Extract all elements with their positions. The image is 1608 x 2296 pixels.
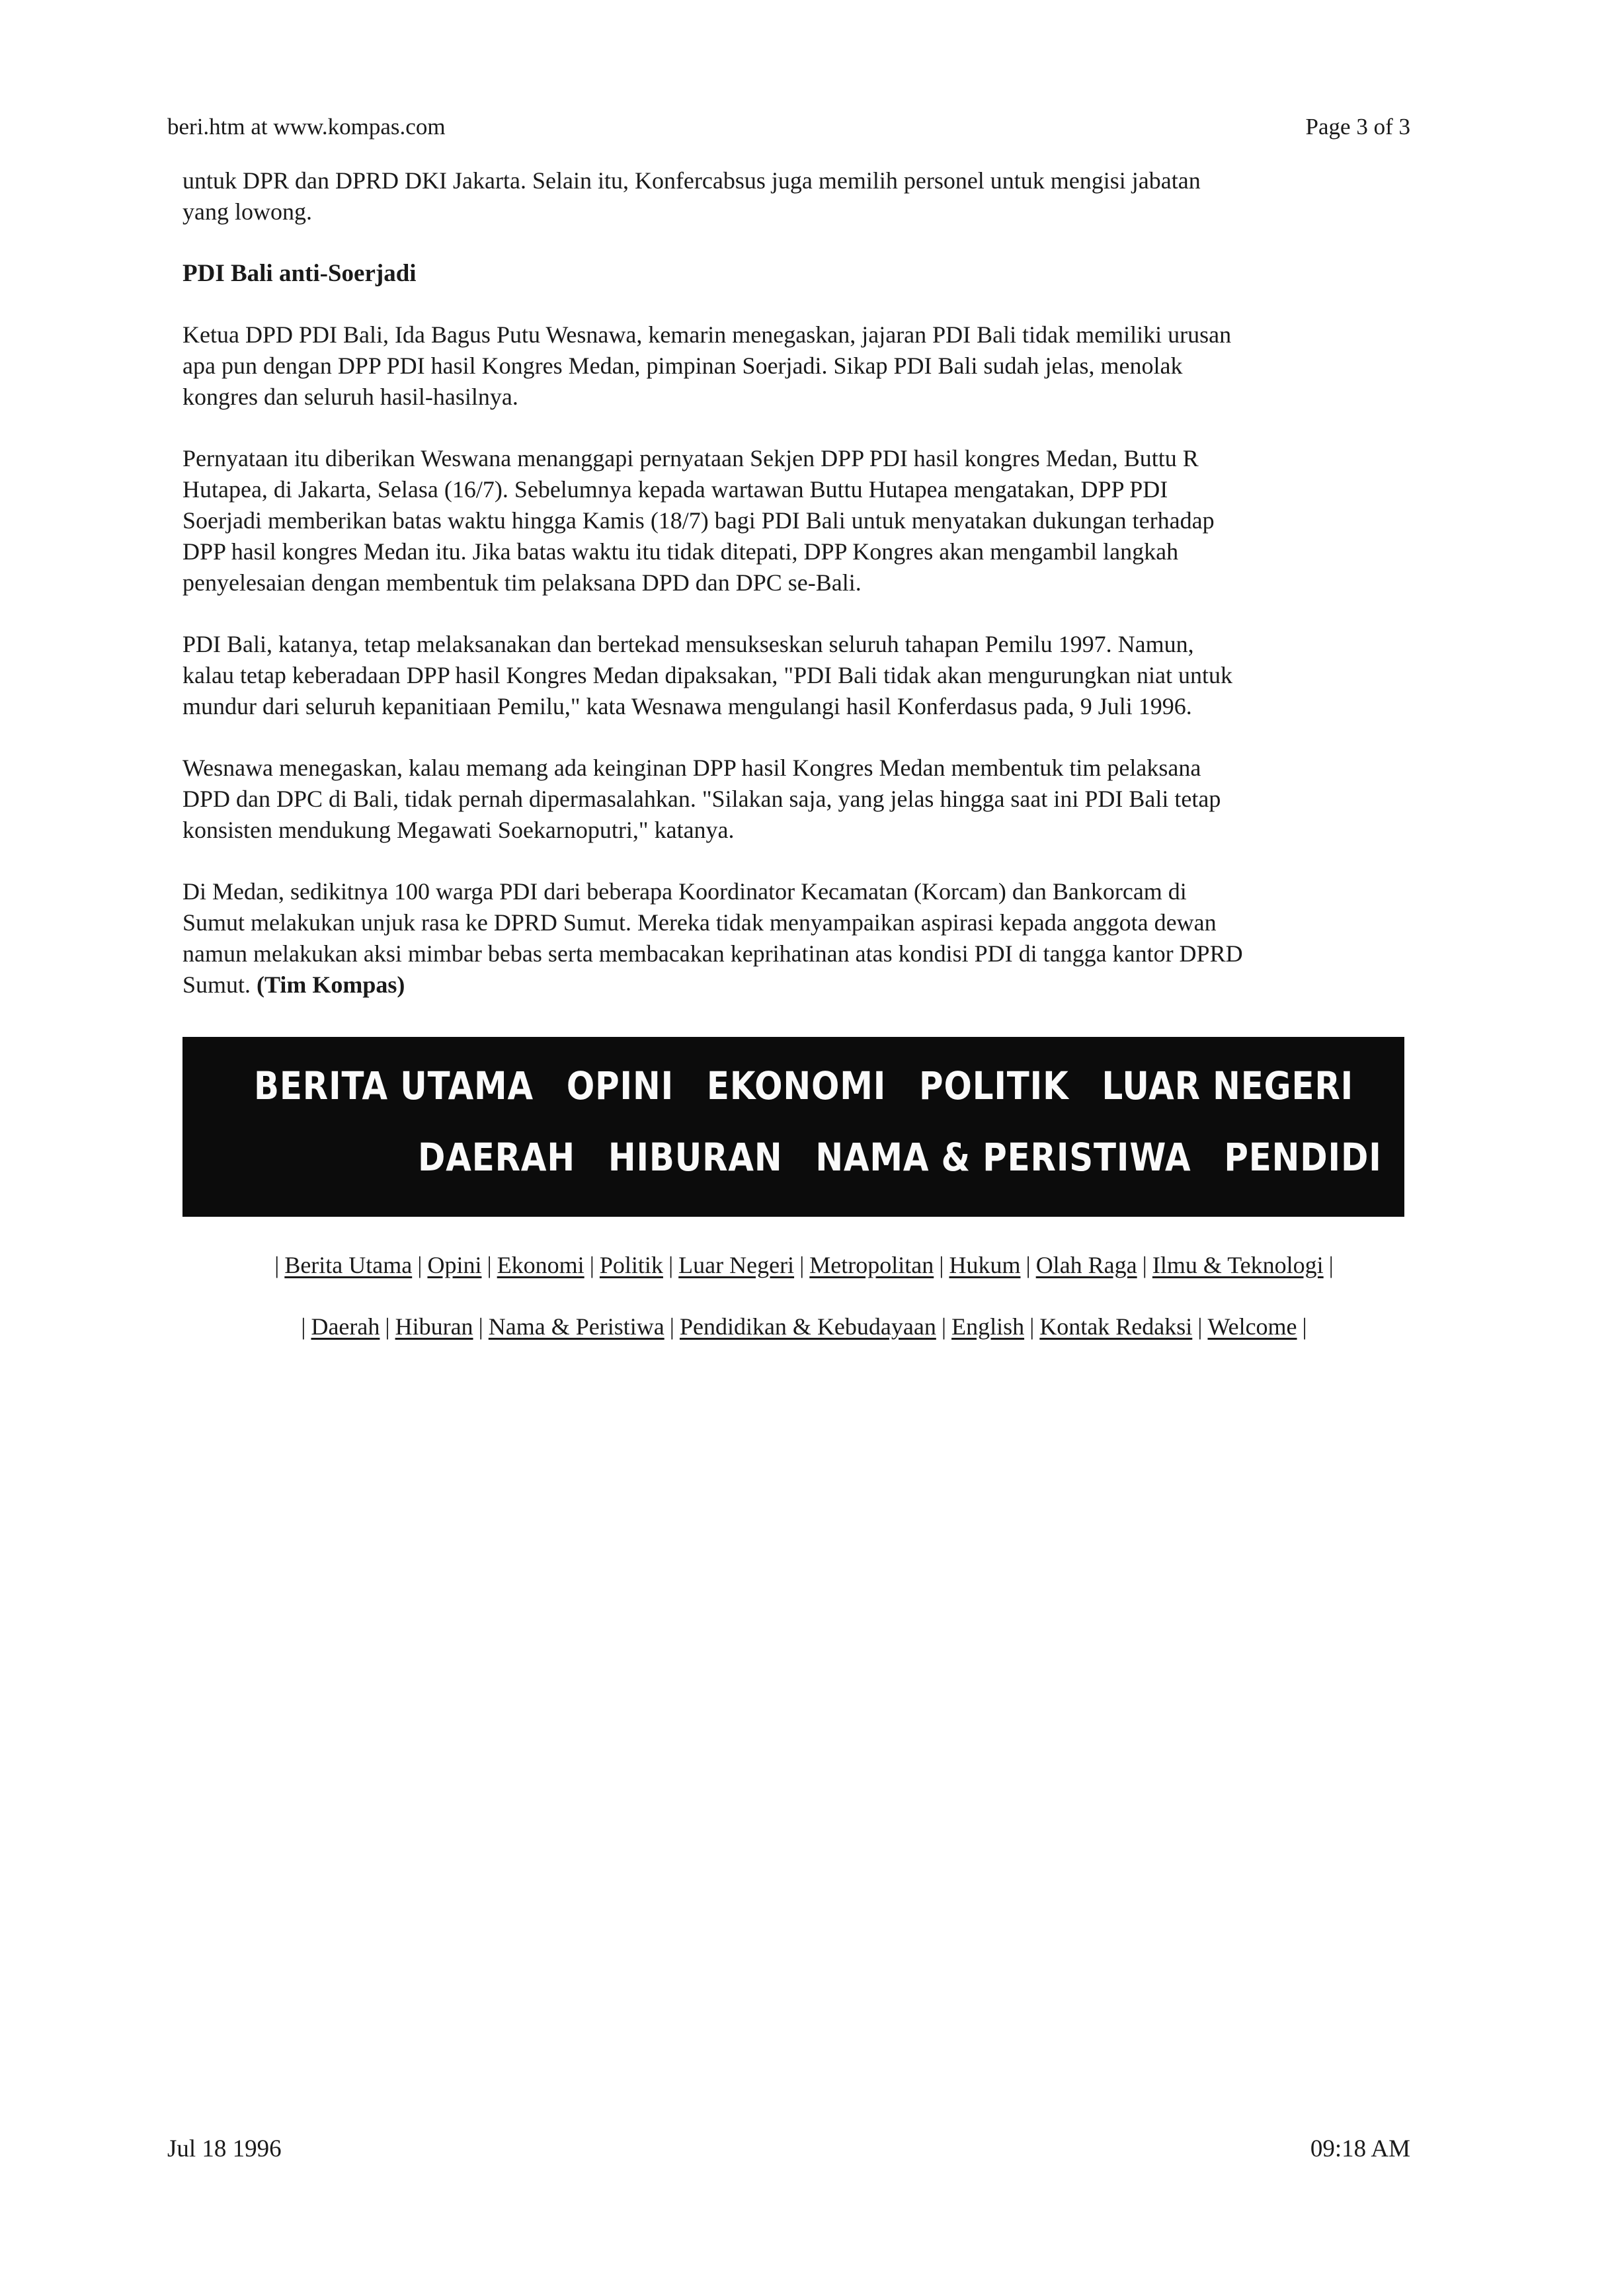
nav-link-hiburan[interactable]: Hiburan (395, 1313, 473, 1340)
nav-separator: | (301, 1313, 306, 1340)
banner-link-opini[interactable]: OPINI (566, 1063, 674, 1108)
nav-link-english[interactable]: English (951, 1313, 1025, 1340)
article-paragraph-last (182, 876, 1412, 1001)
banner-row-1 (254, 1063, 1387, 1108)
article-paragraph: Pernyataan itu diberikan Weswana menanggapi pernyataan Sekjen DPP PDI hasil kongres Medan, Buttu R Hutapea, di Jakarta, Selasa (16/7). Sebelumnya kepada wartawan Buttu Hutapea mengatakan, DPP PDI Soerjadi memberikan batas waktu hingga Kamis (18/7) bagi PDI Bali untuk menyatakan dukungan terhadap DPP hasil kongres Medan itu. Jika batas waktu itu tidak ditepati, DPP Kongres akan mengambil langkah penyelesaian dengan membentuk tim pelaksana DPD dan DPC se-Bali. (182, 445, 1215, 596)
nav-separator: | (1142, 1252, 1147, 1278)
banner-link-berita-utama[interactable]: BERITA UTAMA (254, 1063, 534, 1108)
nav-separator: | (941, 1313, 947, 1340)
nav-separator: | (417, 1252, 422, 1278)
nav-separator: | (1197, 1313, 1203, 1340)
banner-link-nama-peristiwa[interactable]: NAMA & PERISTIWA (815, 1135, 1191, 1180)
print-footer-date: Jul 18 1996 (167, 2135, 282, 2162)
nav-link-hukum[interactable]: Hukum (949, 1252, 1021, 1278)
article-paragraph: Wesnawa menegaskan, kalau memang ada keinginan DPP hasil Kongres Medan membentuk tim pelaksana DPD dan DPC di Bali, tidak pernah dipermasalahkan. "Silakan saja, yang jelas hingga saat ini PDI Bali tetap konsisten mendukung Megawati Soekarnoputri," katanya. (182, 755, 1221, 843)
section-heading: PDI Bali anti-Soerjadi (182, 260, 417, 287)
byline: (Tim Kompas) (257, 971, 405, 998)
nav-link-olah-raga[interactable]: Olah Raga (1035, 1252, 1137, 1278)
banner-link-ekonomi[interactable]: EKONOMI (706, 1063, 887, 1108)
article-body (182, 165, 1412, 1031)
nav-separator: | (1302, 1313, 1307, 1340)
nav-separator: | (668, 1252, 674, 1278)
banner-link-luar-negeri[interactable]: LUAR NEGERI (1102, 1063, 1354, 1108)
banner-link-pendidikan[interactable]: PENDIDI (1224, 1135, 1382, 1180)
section-banner-image[interactable] (182, 1037, 1404, 1217)
nav-link-luar-negeri[interactable]: Luar Negeri (678, 1252, 795, 1278)
nav-link-daerah[interactable]: Daerah (311, 1313, 380, 1340)
article-paragraph: PDI Bali, katanya, tetap melaksanakan dan bertekad mensukseskan seluruh tahapan Pemilu 1997. Namun, kalau tetap keberadaan DPP hasil Kongres Medan dipaksakan, "PDI Bali tidak akan mengurungkan niat untuk mundur dari seluruh kepanitiaan Pemilu," kata Wesnawa mengulangi hasil Konferdasus pada, 9 Juli 1996. (182, 631, 1232, 719)
nav-separator: | (669, 1313, 674, 1340)
article-paragraph-text: Di Medan, sedikitnya 100 warga PDI dari beberapa Koordinator Kecamatan (Korcam) dan Bankorcam di Sumut melakukan unjuk rasa ke DPRD Sumut. Mereka tidak menyampaikan aspirasi kepada anggota dewan namun melakukan aksi mimbar bebas serta membacakan keprihatinan atas kondisi PDI di tangga kantor DPRD Sumut. (182, 878, 1243, 998)
nav-separator: | (1029, 1313, 1035, 1340)
nav-link-metropolitan[interactable]: Metropolitan (809, 1252, 934, 1278)
banner-link-hiburan[interactable]: HIBURAN (608, 1135, 783, 1180)
nav-link-welcome[interactable]: Welcome (1207, 1313, 1297, 1340)
nav-separator: | (799, 1252, 805, 1278)
nav-separator: | (1328, 1252, 1334, 1278)
nav-link-ekonomi[interactable]: Ekonomi (497, 1252, 584, 1278)
nav-separator: | (385, 1313, 390, 1340)
nav-separator: | (487, 1252, 492, 1278)
nav-link-nama-peristiwa[interactable]: Nama & Peristiwa (488, 1313, 664, 1340)
article-paragraph: untuk DPR dan DPRD DKI Jakarta. Selain itu, Konfercabsus juga memilih personel untuk mengisi jabatan yang lowong. (182, 167, 1201, 225)
nav-separator: | (1025, 1252, 1031, 1278)
text-nav-row-1 (0, 1251, 1608, 1279)
banner-row-2 (418, 1135, 1404, 1180)
article-paragraph: Ketua DPD PDI Bali, Ida Bagus Putu Wesnawa, kemarin menegaskan, jajaran PDI Bali tidak memiliki urusan apa pun dengan DPP PDI hasil Kongres Medan, pimpinan Soerjadi. Sikap PDI Bali sudah jelas, menolak kongres dan seluruh hasil-hasilnya. (182, 321, 1232, 410)
nav-link-opini[interactable]: Opini (427, 1252, 482, 1278)
banner-link-politik[interactable]: POLITIK (919, 1063, 1069, 1108)
nav-link-berita-utama[interactable]: Berita Utama (284, 1252, 413, 1278)
print-header-source: beri.htm at www.kompas.com (167, 114, 446, 140)
nav-link-pendidikan-kebudayaan[interactable]: Pendidikan & Kebudayaan (679, 1313, 936, 1340)
nav-separator: | (939, 1252, 944, 1278)
nav-separator: | (274, 1252, 280, 1278)
nav-link-politik[interactable]: Politik (599, 1252, 663, 1278)
nav-separator: | (478, 1313, 483, 1340)
nav-link-kontak-redaksi[interactable]: Kontak Redaksi (1039, 1313, 1193, 1340)
print-footer-time: 09:18 AM (1310, 2135, 1410, 2162)
print-header-page-number: Page 3 of 3 (1305, 114, 1410, 140)
nav-separator: | (589, 1252, 594, 1278)
banner-link-daerah[interactable]: DAERAH (418, 1135, 576, 1180)
nav-link-ilmu-teknologi[interactable]: Ilmu & Teknologi (1152, 1252, 1324, 1278)
text-nav-row-2 (0, 1313, 1608, 1340)
